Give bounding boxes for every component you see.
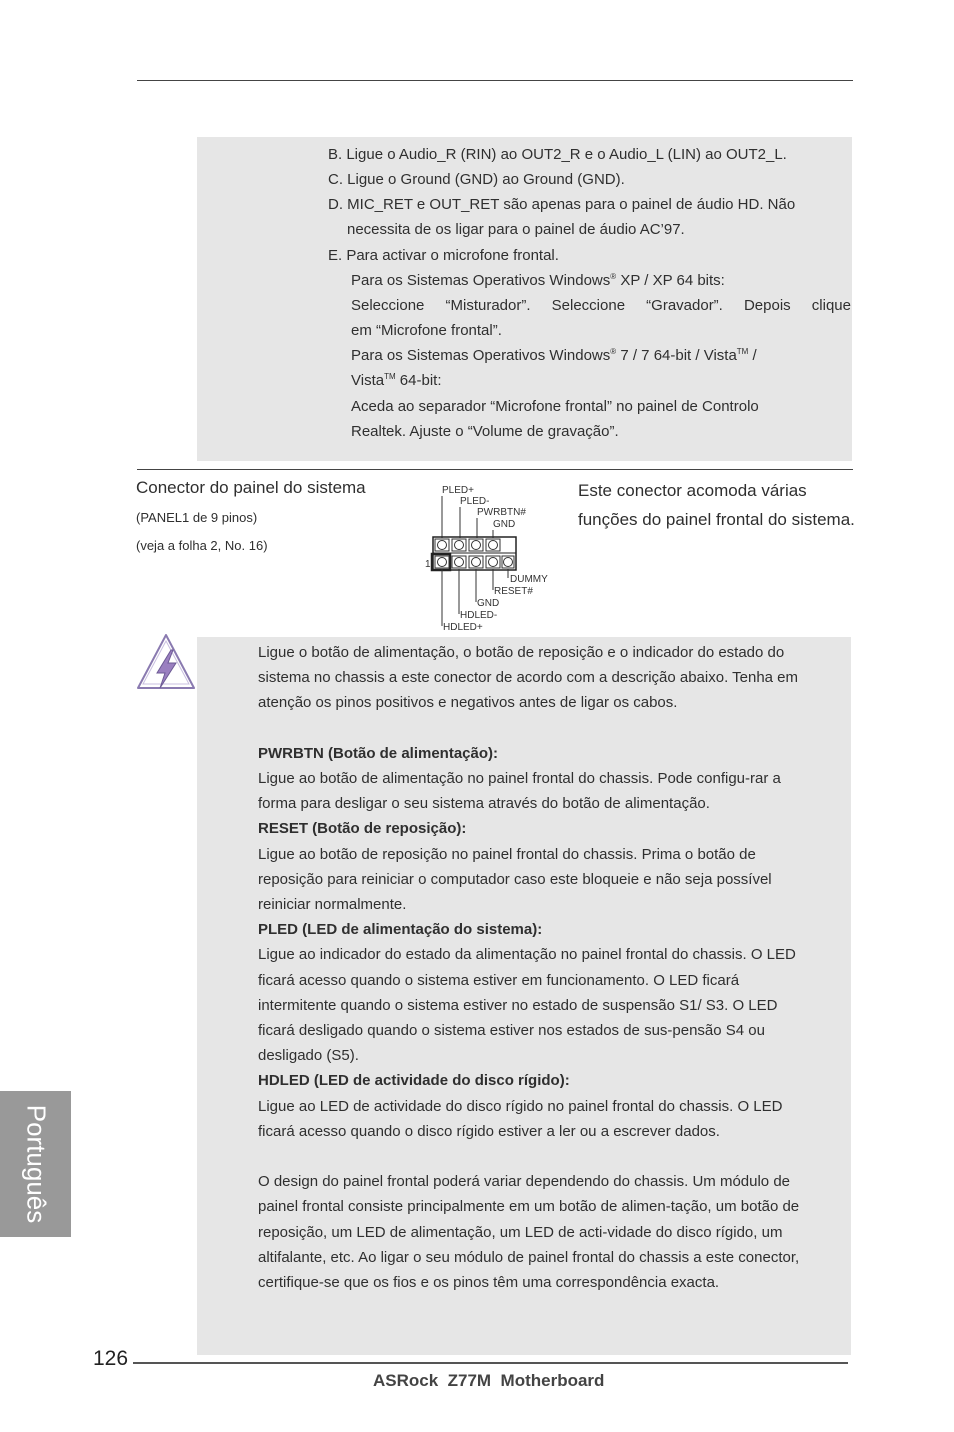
panel-pins: (PANEL1 de 9 pinos) [136, 510, 258, 525]
label-pwrbtn: PWRBTN# [477, 507, 526, 518]
note-text [258, 640, 818, 1295]
label-reset: RESET# [494, 586, 533, 597]
vista-label: Vista™ 64-bit: [351, 372, 442, 389]
win7-instructions-line2: Realtek. Ajuste o “Volume de gravação”. [351, 423, 619, 440]
step-d-line1: D. MIC_RET e OUT_RET são apenas para o painel de áudio HD. Não [328, 196, 796, 213]
label-pled-plus: PLED+ [442, 485, 474, 496]
page-number: 126 [93, 1347, 129, 1370]
note-intro: Ligue o botão de alimentação, o botão de reposição e o indicador do estado do sistema no chassis a este conector de acordo com a descrição abaixo. Tenha em atenção os pinos positivos e negativos antes de ligar os cabos. [258, 644, 799, 712]
footer-rule [133, 1362, 848, 1364]
xp-instructions-line2: em “Microfone frontal”. [351, 322, 502, 339]
label-dummy: DUMMY [510, 574, 548, 585]
panel-title: Conector do painel do sistema [136, 478, 366, 497]
pin1-label: 1 [425, 559, 431, 570]
xp-instructions-line1: Seleccione “Misturador”. Seleccione “Gravador”. Depois clique [351, 297, 851, 314]
win7-instructions-line1: Aceda ao separador “Microfone frontal” no painel de Controlo [351, 398, 759, 415]
step-d-line2: necessita de os ligar para o painel de áudio AC’97. [347, 221, 685, 238]
win7-label: Para os Sistemas Operativos Windows® 7 / 7 64-bit / Vista™ / [351, 347, 757, 364]
step-c: C. Ligue o Ground (GND) ao Ground (GND). [328, 171, 625, 188]
step-b: B. Ligue o Audio_R (RIN) ao OUT2_R e o Audio_L (LIN) ao OUT2_L. [328, 146, 787, 163]
panel-reference: (veja a folha 2, No. 16) [136, 538, 268, 553]
pled-title: PLED (LED de alimentação do sistema): [258, 921, 543, 939]
pwrbtn-title: PWRBTN (Botão de alimentação): [258, 744, 499, 762]
hdled-text: Ligue ao LED de actividade do disco rígido no painel frontal do chassis. O LED ficará acesso quando o disco rígido estiver a ler ou a escrever dados. [258, 1097, 783, 1140]
label-hdled-minus: HDLED- [460, 610, 498, 621]
top-rule [137, 80, 853, 81]
xp-label: Para os Sistemas Operativos Windows® XP / XP 64 bits: [351, 272, 725, 289]
hdled-title: HDLED (LED de actividade do disco rígido): [258, 1072, 570, 1090]
label-gnd-bottom: GND [477, 598, 500, 609]
reset-text: Ligue ao botão de reposição no painel frontal do chassis. Prima o botão de reposição para reiniciar o computador caso este bloqueie e não seja possível reiniciar normalmente. [258, 845, 772, 914]
pwrbtn-text: Ligue ao botão de alimentação no painel frontal do chassis. Pode configu-rar a forma para desligar o seu sistema através do botão de alimentação. [258, 770, 781, 813]
reset-title: RESET (Botão de reposição): [258, 820, 467, 838]
footer-title: ASRock Z77M Motherboard [373, 1371, 605, 1390]
label-gnd-top: GND [493, 519, 516, 530]
language-side-tab [0, 1091, 71, 1237]
label-pled-minus: PLED- [460, 496, 490, 507]
note-closing: O design do painel frontal poderá variar dependendo do chassis. Um módulo de painel frontal consiste principalmente em um botão de alimen-tação, um botão de reposição, um LED de alimentação, um LED de acti-vidade do disco rígido, um altifalante, etc. Ao ligar o seu módulo de painel frontal do chassis a este conector, certifique-se que os fios e os pinos têm uma correspondência exacta. [258, 1173, 800, 1292]
panel-description: Este conector acomoda várias funções do painel frontal do sistema. [578, 481, 855, 529]
panel-header-diagram [420, 480, 560, 632]
warning-icon [135, 632, 197, 692]
pled-text: Ligue ao indicador do estado da alimentação no painel frontal do chassis. O LED ficará acesso quando o sistema estiver em funcionamento. O LED ficará intermitente quando o sistema estiver no estado de suspensão S1/ S3. O LED ficará desligado quando o sistema estiver nos estados de sus-pensão S4 ou desligado (S5). [258, 946, 796, 1065]
step-e: E. Para activar o microfone frontal. [328, 247, 559, 264]
language-label: Português [21, 1104, 52, 1224]
section-rule [137, 469, 853, 470]
label-hdled-plus: HDLED+ [443, 622, 483, 632]
